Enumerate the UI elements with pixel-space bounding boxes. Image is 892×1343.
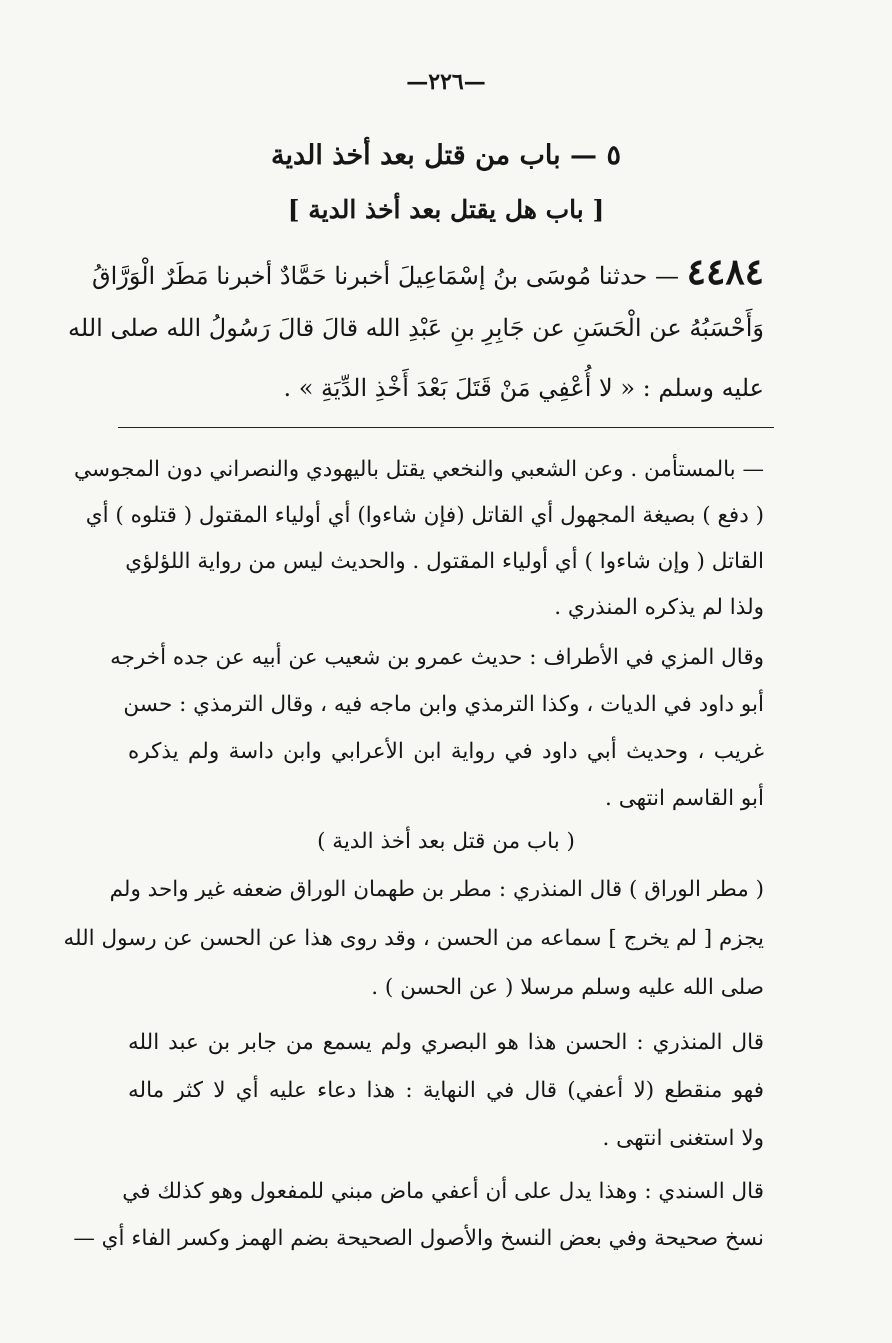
commentary-line: ( دفع ) بصيغة المجهول أي القاتل (فإن شاءوا) أي أولياء المقتول ( قتلوه ) أي — [85, 503, 764, 528]
commentary-line: صلى الله عليه وسلم مرسلا ( عن الحسن ) . — [371, 975, 764, 1000]
commentary-line: فهو منقطع (لا أعفي) قال في النهاية : هذا دعاء عليه أي لا كثر ماله — [128, 1078, 764, 1103]
divider-rule — [118, 427, 774, 428]
commentary-subheading: ( باب من قتل بعد أخذ الدية ) — [317, 829, 575, 854]
commentary-line: نسخ صحيحة وفي بعض النسخ والأصول الصحيحة بضم الهمز وكسر الفاء أي — — [73, 1226, 764, 1251]
hadith-line-2: وَأَحْسَبُهُ عن الْحَسَنِ عن جَابِرِ بنِ عَبْدِ الله قالَ قالَ رَسُولُ الله صلى الله — [68, 314, 764, 342]
commentary-line: ولذا لم يذكره المنذري . — [554, 595, 764, 620]
page-number: —٢٢٦— — [406, 69, 486, 95]
hadith-number: ٤٤٨٤ — [686, 251, 764, 293]
commentary-line: — بالمستأمن . وعن الشعبي والنخعي يقتل باليهودي والنصراني دون المجوسي — [74, 457, 764, 482]
commentary-line: ( مطر الوراق ) قال المنذري : مطر بن طهمان الوراق ضعفه غير واحد ولم — [109, 877, 764, 902]
commentary-line: قال المنذري : الحسن هذا هو البصري ولم يسمع من جابر بن عبد الله — [128, 1030, 764, 1055]
commentary-line: أبو القاسم انتهى . — [605, 786, 764, 811]
chapter-title: ٥ — باب من قتل بعد أخذ الدية — [271, 140, 621, 171]
commentary-line: قال السندي : وهذا يدل على أن أعفي ماض مبني للمفعول وهو كذلك في — [122, 1179, 764, 1204]
commentary-line: وقال المزي في الأطراف : حديث عمرو بن شعيب عن أبيه عن جده أخرجه — [110, 645, 764, 670]
hadith-line-1-text: — حدثنا مُوسَى بنُ إسْمَاعِيلَ أخبرنا حَمَّادٌ أخبرنا مَطَرٌ الْوَرَّاقُ — [91, 262, 680, 290]
commentary-line: ولا استغنى انتهى . — [602, 1126, 764, 1151]
commentary-line: يجزم [ لم يخرج ] سماعه من الحسن ، وقد روى هذا عن الحسن عن رسول الله — [63, 926, 764, 951]
hadith-line-3: عليه وسلم : « لا أُعْفِي مَنْ قَتَلَ بَعْدَ أَخْذِ الدِّيَةِ » . — [283, 374, 764, 402]
commentary-line: القاتل ( وإن شاءوا ) أي أولياء المقتول . والحديث ليس من رواية اللؤلؤي — [125, 549, 764, 574]
commentary-line: غريب ، وحديث أبي داود في رواية ابن الأعرابي وابن داسة ولم يذكره — [128, 739, 764, 764]
commentary-line: أبو داود في الديات ، وكذا الترمذي وابن ماجه فيه ، وقال الترمذي : حسن — [123, 692, 764, 717]
hadith-line-1 — [91, 251, 764, 296]
alternate-title: [ باب هل يقتل بعد أخذ الدية ] — [287, 195, 605, 224]
